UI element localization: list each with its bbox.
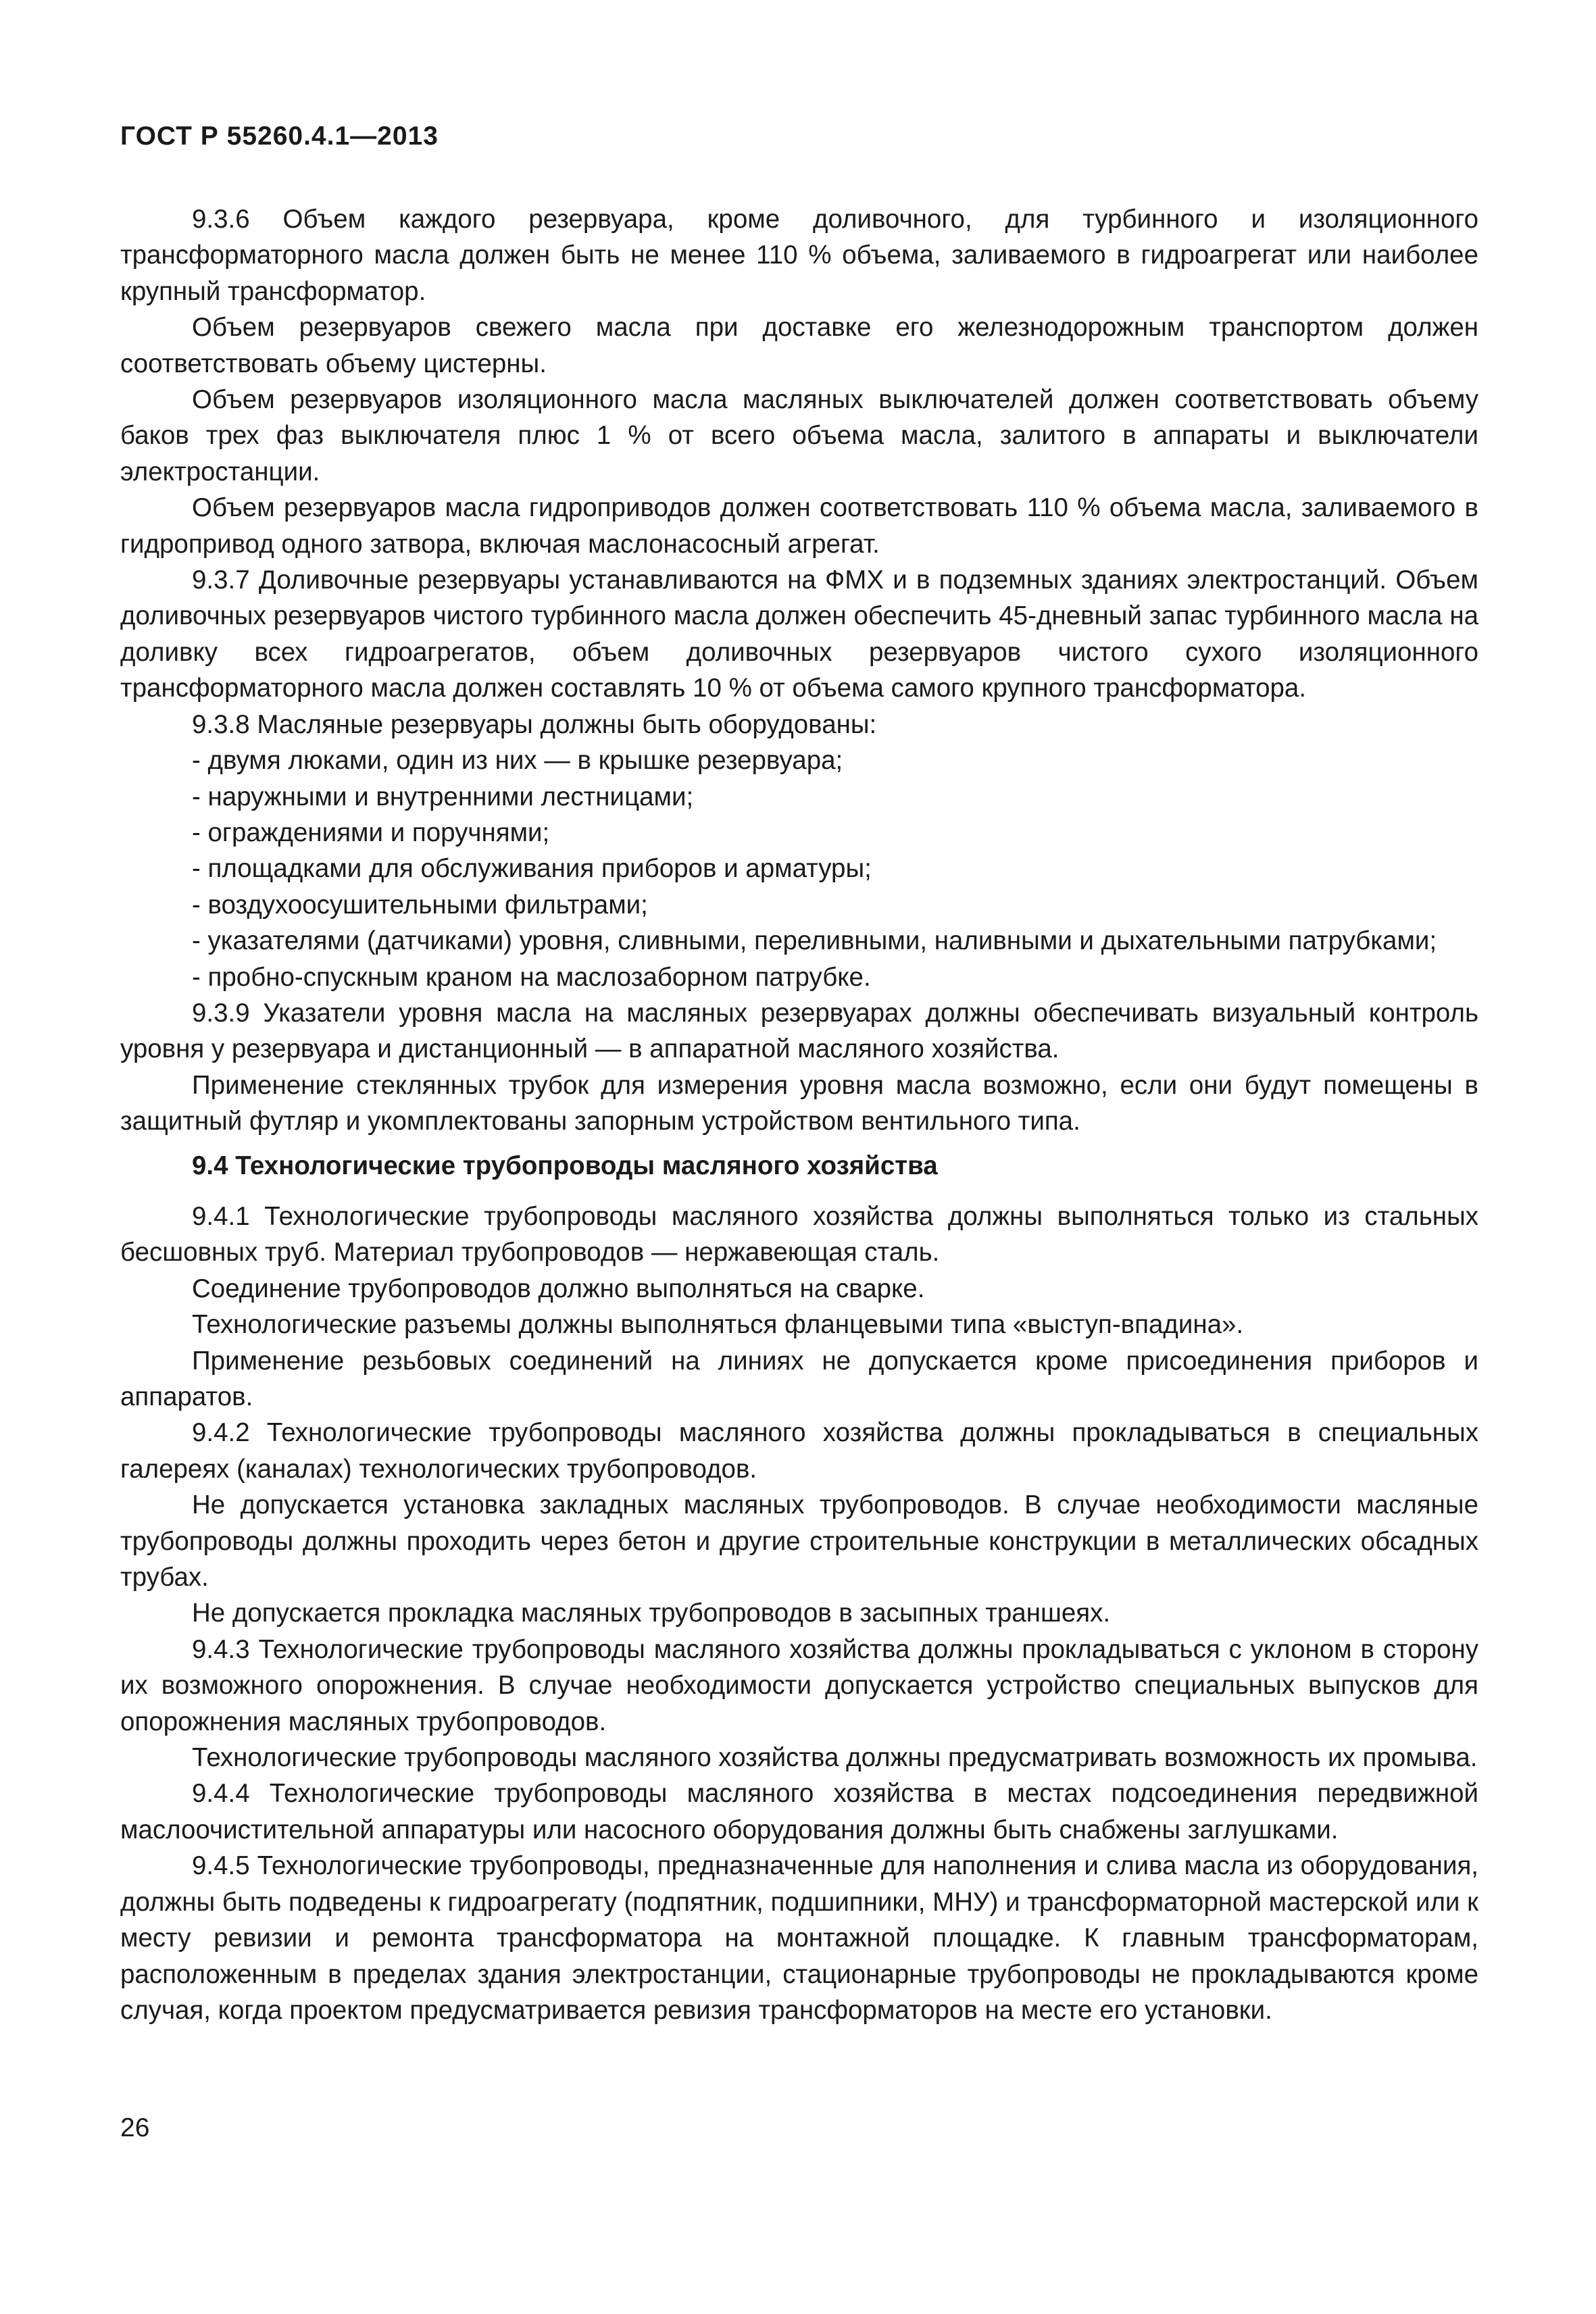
paragraph: Объем резервуаров свежего масла при доставке его железнодорожным транспортом должен соответствовать объему цистерны. <box>120 313 1478 378</box>
paragraph: Технологические разъемы должны выполняться фланцевыми типа «выступ-впадина». <box>192 1310 1244 1340</box>
list-item: - площадками для обслуживания приборов и арматуры; <box>192 854 872 884</box>
paragraph: Объем резервуаров изоляционного масла масляных выключателей должен соответствовать объему баков трех фаз выключателя плюс 1 % от всего объема масла, залитого в аппараты и выключатели электростанции. <box>120 385 1478 486</box>
paragraph: Применение стеклянных трубок для измерения уровня масла возможно, если они будут помещены в защитный футляр и укомплектованы запорным устройством вентильного типа. <box>120 1070 1478 1136</box>
paragraph-9-4-3: 9.4.3 Технологические трубопроводы масляного хозяйства должны прокладываться с уклоном в сторону их возможного опорожнения. В случае необходимости допускается устройство специальных выпусков для опорожнения масляных трубопроводов. <box>120 1634 1478 1736</box>
paragraph-9-4-4: 9.4.4 Технологические трубопроводы масляного хозяйства в местах подсоединения передвижной маслоочистительной аппаратуры или насосного оборудования должны быть снабжены заглушками. <box>120 1779 1478 1844</box>
paragraph-9-3-8: 9.3.8 Масляные резервуары должны быть оборудованы: <box>192 709 877 739</box>
paragraph: Объем резервуаров масла гидроприводов должен соответствовать 110 % объема масла, заливаемого в гидропривод одного затвора, включая маслонасосный агрегат. <box>120 493 1478 559</box>
list-item: - воздухоосушительными фильтрами; <box>192 890 648 920</box>
list-item: - наружными и внутренними лестницами; <box>192 782 694 811</box>
paragraph: Не допускается прокладка масляных трубопроводов в засыпных траншеях. <box>192 1599 1111 1628</box>
paragraph-9-3-7: 9.3.7 Доливочные резервуары устанавливаются на ФМХ и в подземных зданиях электростанций. Объем доливочных резервуаров чистого турбинного масла должен обеспечить 45-дневный запас турбинного масла на доливку всех гидроагрегатов, объем доливочных резервуаров чистого сухого изоляционного трансформаторного масла должен составлять 10 % от объема самого крупного трансформатора. <box>120 565 1478 703</box>
paragraph: Соединение трубопроводов должно выполняться на сварке. <box>192 1274 925 1303</box>
list-item: - ограждениями и поручнями; <box>192 818 550 847</box>
paragraph-9-3-6: 9.3.6 Объем каждого резервуара, кроме доливочного, для турбинного и изоляционного трансформаторного масла должен быть не менее 110 % объема, заливаемого в гидроагрегат или наиболее крупный трансформатор. <box>120 205 1478 306</box>
document-body <box>120 201 1478 2028</box>
paragraph-9-4-5: 9.4.5 Технологические трубопроводы, предназначенные для наполнения и слива масла из оборудования, должны быть подведены к гидроагрегату (подпятник, подшипники, МНУ) и трансформаторной мастерской или к месту ревизии и ремонта трансформатора на монтажной площадке. К главным трансформаторам, расположенным в пределах здания электростанции, стационарные трубопроводы не прокладываются кроме случая, когда проектом предусматривается ревизия трансформаторов на месте его установки. <box>120 1851 1478 2025</box>
section-title-9-4: 9.4 Технологические трубопроводы масляного хозяйства <box>192 1151 938 1180</box>
paragraph: Применение резьбовых соединений на линиях не допускается кроме присоединения приборов и аппаратов. <box>120 1346 1478 1411</box>
paragraph-9-4-2: 9.4.2 Технологические трубопроводы масляного хозяйства должны прокладываться в специальных галереях (каналах) технологических трубопроводов. <box>120 1418 1478 1484</box>
paragraph: Не допускается установка закладных масляных трубопроводов. В случае необходимости масляные трубопроводы должны проходить через бетон и другие строительные конструкции в металлических обсадных трубах. <box>120 1490 1478 1592</box>
paragraph-9-3-9: 9.3.9 Указатели уровня масла на масляных резервуарах должны обеспечивать визуальный контроль уровня у резервуара и дистанционный — в аппаратной масляного хозяйства. <box>120 998 1478 1064</box>
list-item: - указателями (датчиками) уровня, сливными, переливными, наливными и дыхательными патрубками; <box>192 926 1437 956</box>
document-header: ГОСТ Р 55260.4.1—2013 <box>120 122 439 151</box>
paragraph: Технологические трубопроводы масляного хозяйства должны предусматривать возможность их промыва. <box>192 1743 1478 1773</box>
list-item: - пробно-спускным краном на маслозаборном патрубке. <box>192 962 871 992</box>
page-number: 26 <box>120 2113 150 2142</box>
list-item: - двумя люками, один из них — в крышке резервуара; <box>192 746 843 776</box>
paragraph-9-4-1: 9.4.1 Технологические трубопроводы масляного хозяйства должны выполняться только из стальных бесшовных труб. Материал трубопроводов — нержавеющая сталь. <box>120 1201 1478 1267</box>
